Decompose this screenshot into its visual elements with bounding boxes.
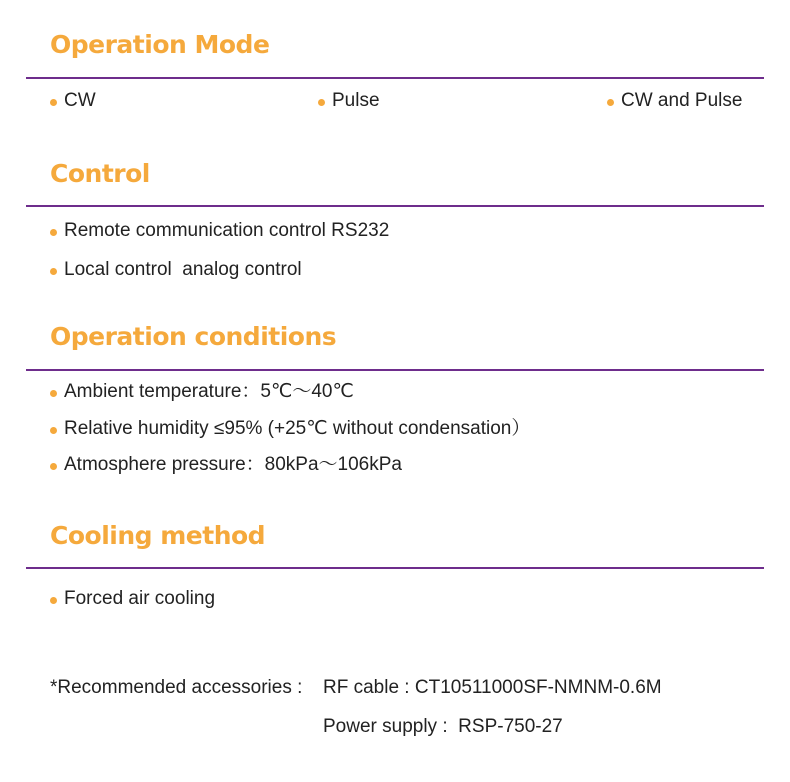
accessories-label: *Recommended accessories : xyxy=(50,677,303,698)
bullet-dot-icon xyxy=(50,463,57,470)
atmosphere-pressure: Atmosphere pressure：80kPa～106kPa xyxy=(64,454,402,475)
control-remote: Remote communication control RS232 xyxy=(64,220,390,241)
control-heading: Control xyxy=(50,159,150,188)
bullet-dot-icon xyxy=(607,99,614,106)
list-item xyxy=(50,89,96,113)
relative-humidity: Relative humidity ≤95% (+25℃ without condensation） xyxy=(64,418,531,439)
ambient-temperature: Ambient temperature：5℃～40℃ xyxy=(64,381,354,402)
list-item xyxy=(50,380,354,404)
list-item xyxy=(50,453,402,477)
accessory-rf-cable: RF cable : CT10511000SF-NMNM-0.6M xyxy=(323,677,662,698)
bullet-dot-icon xyxy=(50,427,57,434)
list-item xyxy=(607,89,742,113)
mode-pulse: Pulse xyxy=(332,90,380,111)
operation-mode-heading: Operation Mode xyxy=(50,30,270,59)
bullet-dot-icon xyxy=(50,390,57,397)
list-item xyxy=(50,258,302,282)
cooling-method-divider xyxy=(26,567,764,569)
control-divider xyxy=(26,205,764,207)
operation-conditions-divider xyxy=(26,369,764,371)
list-item xyxy=(50,219,389,243)
operation-mode-divider xyxy=(26,77,764,79)
cooling-method-heading: Cooling method xyxy=(50,521,266,550)
bullet-dot-icon xyxy=(50,268,57,275)
list-item xyxy=(318,89,380,113)
bullet-dot-icon xyxy=(50,99,57,106)
cooling-forced-air: Forced air cooling xyxy=(64,588,216,609)
mode-cw-and-pulse: CW and Pulse xyxy=(621,90,743,111)
accessory-power-supply: Power supply : RSP-750-27 xyxy=(323,716,563,737)
bullet-dot-icon xyxy=(50,597,57,604)
operation-conditions-heading: Operation conditions xyxy=(50,322,337,351)
bullet-dot-icon xyxy=(318,99,325,106)
control-local: Local control analog control xyxy=(64,259,302,280)
bullet-dot-icon xyxy=(50,229,57,236)
mode-cw: CW xyxy=(64,90,96,111)
list-item xyxy=(50,587,215,611)
list-item xyxy=(50,417,530,441)
